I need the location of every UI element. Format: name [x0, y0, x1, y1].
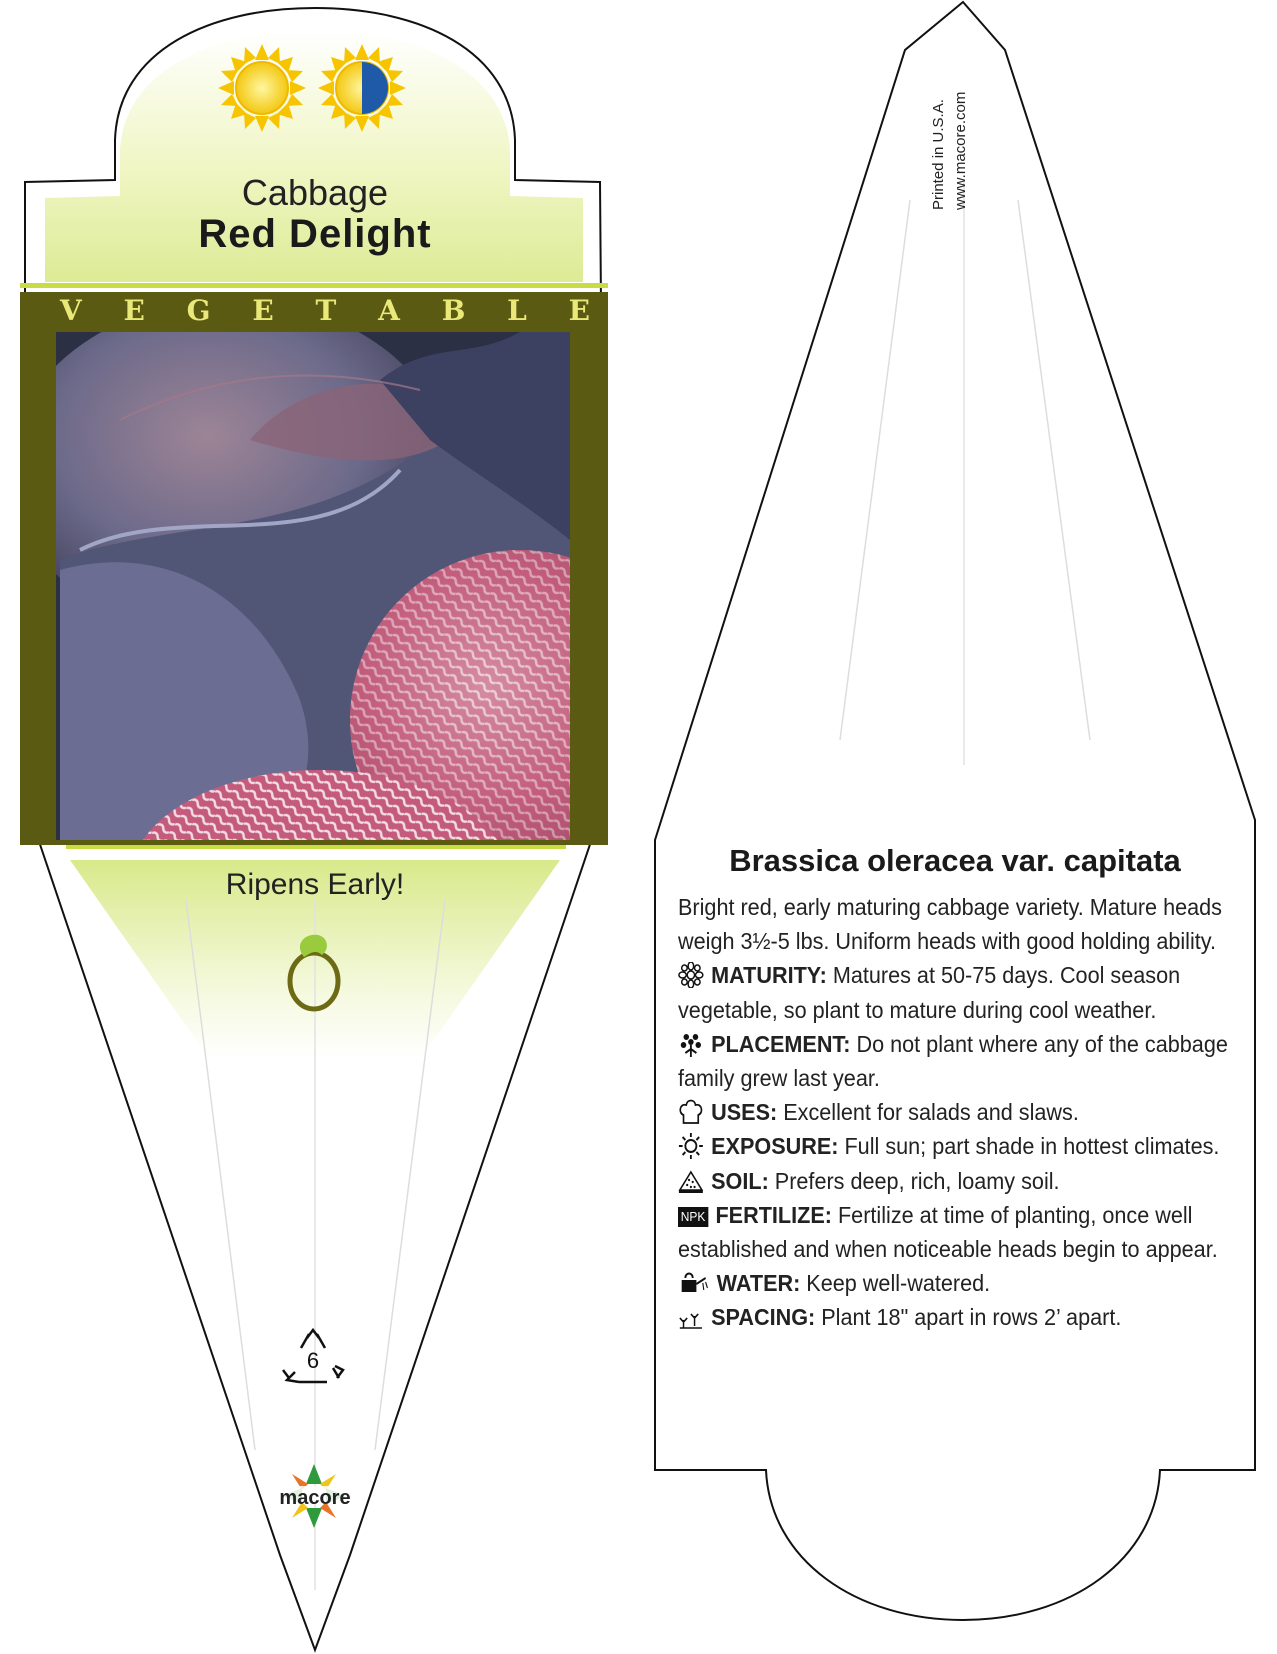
section-text: Prefers deep, rich, loamy soil.	[774, 1167, 1060, 1194]
description: Bright red, early maturing cabbage variety. Mature heads weigh 3½-5 lbs. Uniform heads with good holding ability.	[678, 894, 1222, 955]
growing-info	[678, 890, 1237, 1335]
section-label: EXPOSURE:	[711, 1133, 839, 1160]
category-letter: E	[123, 294, 145, 327]
watering-can-icon	[678, 1270, 709, 1296]
npk-icon: NPK	[678, 1207, 708, 1227]
section-text: Full sun; part shade in hottest climates.	[844, 1133, 1220, 1160]
scientific-name: Brassica oleracea var. capitata	[729, 843, 1181, 878]
section-text: Fertilize at time of planting, once well established and when noticeable heads begin to appear.	[678, 1201, 1218, 1263]
soil-icon	[678, 1168, 704, 1194]
website: www.macore.com	[952, 91, 969, 210]
full-sun-icon	[218, 44, 306, 132]
category-letter: A	[378, 294, 400, 327]
category-letter: B	[441, 294, 466, 327]
category-letter: V	[60, 294, 82, 327]
printed-in: Printed in U.S.A.	[930, 99, 947, 210]
section-label: MATURITY:	[711, 962, 827, 989]
part-sun-icon	[318, 44, 406, 132]
accent-line	[20, 283, 608, 288]
tagline: Ripens Early!	[225, 868, 405, 901]
section-label: SPACING:	[711, 1304, 816, 1331]
brand-name: macore	[279, 1487, 351, 1509]
water-section	[678, 1266, 1237, 1300]
section-label: FERTILIZE:	[715, 1201, 832, 1228]
recycle-number: 6	[306, 1348, 320, 1373]
fertilize-section	[678, 1198, 1237, 1266]
sun-icon	[678, 1133, 704, 1159]
section-label: PLACEMENT:	[711, 1030, 851, 1057]
section-text: Matures at 50-75 days. Cool season vegetable, so plant to mature during cool weather.	[678, 962, 1181, 1023]
category-letter: L	[507, 294, 527, 327]
uses-section	[678, 1095, 1237, 1129]
chef-hat-icon	[678, 1099, 704, 1125]
maturity-section	[678, 958, 1237, 1026]
category-letter: E	[252, 294, 274, 327]
soil-section	[678, 1164, 1237, 1198]
section-label: USES:	[711, 1099, 778, 1126]
category-letter: G	[186, 294, 211, 327]
print-info	[928, 92, 972, 210]
exposure-section	[678, 1129, 1237, 1163]
section-label: WATER:	[716, 1270, 801, 1297]
plant-common-name: Cabbage	[241, 172, 389, 213]
section-text: Keep well-watered.	[806, 1270, 991, 1297]
spacing-section	[678, 1300, 1237, 1334]
category-letter: T	[315, 294, 337, 327]
section-text: Excellent for salads and slaws.	[783, 1099, 1079, 1126]
section-label: SOIL:	[711, 1167, 769, 1194]
plant-icon	[678, 1031, 704, 1057]
section-text: Do not plant where any of the cabbage family grew last year.	[678, 1030, 1228, 1092]
plant-variety-name: Red Delight	[198, 212, 432, 256]
category-letter: E	[568, 294, 590, 327]
placement-section	[678, 1027, 1237, 1095]
back-tag-outline	[655, 2, 1255, 1620]
flower-icon	[678, 962, 704, 988]
section-text: Plant 18" apart in rows 2’ apart.	[821, 1304, 1122, 1331]
category-label	[20, 293, 604, 329]
seedlings-icon	[678, 1304, 704, 1330]
